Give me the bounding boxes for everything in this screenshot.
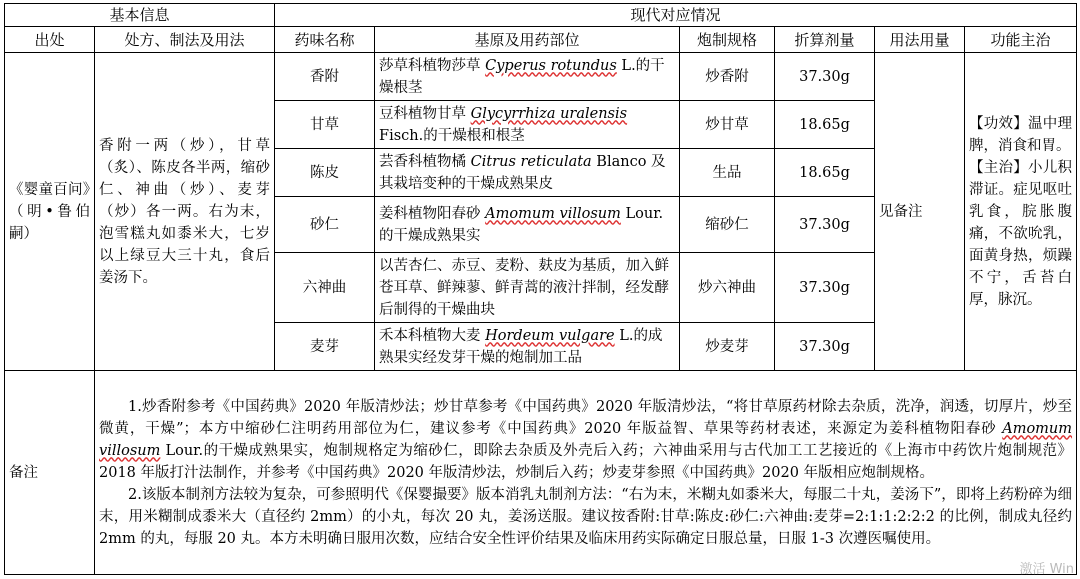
herb-processing: 炒六神曲 <box>680 253 775 323</box>
herb-processing: 炒香附 <box>680 53 775 101</box>
herb-name: 麦芽 <box>275 323 375 371</box>
prescription-cell: 香附一两（炒），甘草（炙）、陈皮各半两，缩砂仁、神曲（炒）、麦芽（炒）各一两。右为末，泡雪糕丸如黍米大，七岁以上绿豆大三十丸，食后姜汤下。 <box>95 53 275 371</box>
processing-header: 炮制规格 <box>680 27 775 53</box>
herb-origin: 以苦杏仁、赤豆、麦粉、麸皮为基质，加入鲜苍耳草、鲜辣蓼、鲜青蒿的液汁拌制，经发酵后制得的干燥曲块 <box>375 253 680 323</box>
herb-processing: 炒麦芽 <box>680 323 775 371</box>
dose-header: 折算剂量 <box>775 27 875 53</box>
herb-dose: 37.30g <box>775 197 875 253</box>
herb-origin: 芸香科植物橘 Citrus reticulata Blanco 及其栽培变种的干燥成熟果皮 <box>375 149 680 197</box>
herb-processing: 缩砂仁 <box>680 197 775 253</box>
formula-table <box>4 3 1077 575</box>
herb-origin: 禾本科植物大麦 Hordeum vulgare L.的成熟果实经发芽干燥的炮制加工品 <box>375 323 680 371</box>
herb-name: 陈皮 <box>275 149 375 197</box>
herb-dose: 37.30g <box>775 253 875 323</box>
note-1: 1.炒香附参考《中国药典》2020 年版清炒法；炒甘草参考《中国药典》2020 年版清炒法，“将甘草原药材除去杂质，洗净，润透，切厚片，炒至微黄，干燥”；本方中缩砂仁注明药用部位为仁，建议参考《中国药典》2020 年版益智、草果等药材表述，来源定为姜科植物阳春砂 Amomum villosum Lour.的干燥成熟果实，炮制规格定为缩砂仁，即除去杂质及外壳后入药；六神曲采用与古代加工工艺接近的《上海市中药饮片炮制规范》2018 年版打汁法制作，并参考《中国药典》2020 年版清炒法，炒制后入药；炒麦芽参照《中国药典》2020 年版相应炮制规格。 <box>99 398 1073 481</box>
herb-name-header: 药味名称 <box>275 27 375 53</box>
herb-dose: 18.65g <box>775 149 875 197</box>
origin-part-header: 基原及用药部位 <box>375 27 680 53</box>
herb-name: 砂仁 <box>275 197 375 253</box>
herb-origin: 姜科植物阳春砂 Amomum villosum Lour.的干燥成熟果实 <box>375 197 680 253</box>
function-efficacy: 【功效】温中理脾，消食和胃。 <box>969 115 1073 154</box>
function-indication: 【主治】小儿积滞证。症见呕吐乳食，脘胀腹痛，不欲吮乳，面黄身热，烦躁不宁，舌苔白厚，脉沉。 <box>969 159 1073 308</box>
activation-watermark: 激活 Win <box>1019 562 1074 577</box>
note-2: 2.该版本制剂方法较为复杂，可参照明代《保婴撮要》版本消乳丸制剂方法：“右为末，米糊丸如黍米大，每服二十丸，姜汤下”，即将上药粉碎为细末，用米糊制成黍米大（直径约 2mm）的小丸，每次 20 丸，姜汤送服。建议按香附:甘草:陈皮:砂仁:六神曲:麦芽=2:1:1:2:2:2 的比例，制成丸径约 2mm 的丸，每服 20 丸。本方未明确日服用次数，应结合安全性评价结果及临床用药实际确定日服总量，日服 1-3 次遵医嘱使用。 <box>99 486 1073 547</box>
prescription-header: 处方、制法及用法 <box>95 27 275 53</box>
herb-name: 六神曲 <box>275 253 375 323</box>
function-cell <box>965 53 1077 371</box>
herb-name: 香附 <box>275 53 375 101</box>
source-header: 出处 <box>5 27 95 53</box>
notes-cell <box>95 371 1077 575</box>
herb-processing: 生品 <box>680 149 775 197</box>
usage-header: 用法用量 <box>875 27 965 53</box>
basic-info-header: 基本信息 <box>5 4 275 27</box>
source-cell: 《婴童百问》（明•鲁伯嗣） <box>5 53 95 371</box>
herb-name: 甘草 <box>275 101 375 149</box>
herb-processing: 炒甘草 <box>680 101 775 149</box>
usage-cell: 见备注 <box>875 53 965 371</box>
herb-origin: 莎草科植物莎草 Cyperus rotundus L.的干燥根茎 <box>375 53 680 101</box>
herb-dose: 37.30g <box>775 53 875 101</box>
herb-dose: 18.65g <box>775 101 875 149</box>
notes-label: 备注 <box>5 371 95 575</box>
herb-dose: 37.30g <box>775 323 875 371</box>
modern-correspondence-header: 现代对应情况 <box>275 4 1077 27</box>
function-header: 功能主治 <box>965 27 1077 53</box>
herb-origin: 豆科植物甘草 Glycyrrhiza uralensis Fisch.的干燥根和根茎 <box>375 101 680 149</box>
